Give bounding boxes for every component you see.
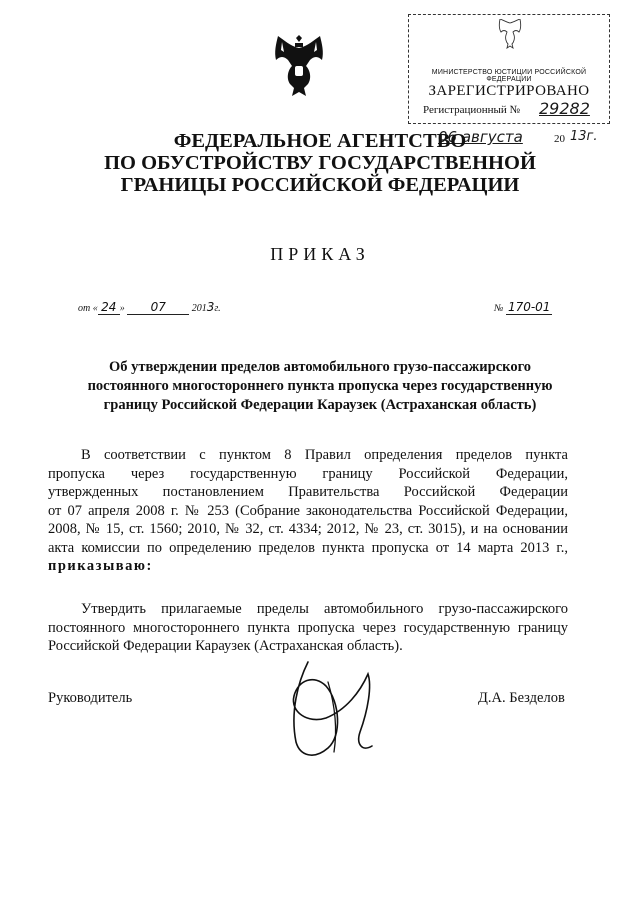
- agency-title: [100, 130, 540, 196]
- stamp-date: 06 августа: [438, 128, 523, 146]
- handwritten-signature-icon: [268, 652, 388, 764]
- number-value: 170-01: [507, 300, 551, 314]
- paragraph-line: пропуска через государственную границу Российской Федерации,: [48, 465, 568, 482]
- paragraph-line: В соответствии с пунктом 8 Правил определения пределов пункта: [81, 447, 568, 463]
- order-title: ПРИКАЗ: [270, 244, 370, 264]
- subject-line: границу Российской Федерации Караузек (Астраханская область): [103, 397, 537, 413]
- operative-paragraph: [48, 600, 568, 656]
- signatory-name: Д.А. Безделов: [478, 690, 565, 706]
- stamp-year-hand: 13г.: [570, 129, 598, 144]
- state-emblem-icon: [270, 32, 328, 100]
- paragraph-line: постоянного многостороннего пункта пропуска через государственную границу: [48, 619, 568, 636]
- date-year-prefix: 201: [191, 303, 207, 314]
- date-mid: »: [119, 303, 125, 314]
- subject-line: Об утверждении пределов автомобильного грузо-пассажирского: [108, 359, 532, 375]
- signatory-role: Руководитель: [48, 690, 133, 706]
- order-date: [78, 300, 221, 315]
- date-prefix: от «: [78, 303, 98, 314]
- registration-stamp: [408, 14, 610, 124]
- stamp-emblem-icon: [497, 19, 523, 49]
- order-number: [494, 300, 552, 315]
- paragraph-line: 2008, № 15, ст. 1560; 2010, № 32, ст. 4334; 2012, № 23, ст. 3015), и на основании: [48, 521, 568, 537]
- preamble-paragraph: [48, 446, 568, 576]
- agency-line-1: ФЕДЕРАЛЬНОЕ АГЕНТСТВО: [173, 130, 467, 152]
- stamp-year-prefix: 20: [554, 133, 565, 145]
- paragraph-line: от 07 апреля 2008 г. № 253 (Собрание законодательства Российской Федерации,: [48, 502, 568, 519]
- date-day: 24: [98, 300, 120, 315]
- date-year-hand: 3: [206, 300, 215, 314]
- stamp-regno-label: Регистрационный №: [423, 104, 521, 116]
- paragraph-line: утвержденных постановлением Правительства Российской Федерации: [48, 484, 568, 500]
- paragraph-line: Российской Федерации Караузек (Астраханская область).: [48, 638, 403, 654]
- decree-word: приказываю:: [48, 558, 153, 574]
- paragraph-line: акта комиссии по определению пределов пункта пропуска от 14 марта 2013 г.,: [48, 539, 568, 556]
- number-prefix: №: [494, 303, 504, 314]
- stamp-registered-text: ЗАРЕГИСТРИРОВАНО: [428, 83, 590, 99]
- subject-line: постоянного многостороннего пункта пропуска через государственную: [87, 378, 553, 394]
- agency-line-2: ПО ОБУСТРОЙСТВУ ГОСУДАРСТВЕННОЙ: [104, 152, 536, 174]
- date-year-suffix: г.: [214, 303, 221, 314]
- date-month: 07: [127, 300, 189, 315]
- stamp-ministry-text: МИНИСТЕРСТВО ЮСТИЦИИ РОССИЙСКОЙ ФЕДЕРАЦИИ: [431, 69, 587, 83]
- stamp-regno-value: 29282: [539, 99, 590, 118]
- order-subject: [40, 358, 600, 415]
- paragraph-line: Утвердить прилагаемые пределы автомобильного грузо-пассажирского: [81, 601, 568, 617]
- agency-line-3: ГРАНИЦЫ РОССИЙСКОЙ ФЕДЕРАЦИИ: [120, 174, 520, 196]
